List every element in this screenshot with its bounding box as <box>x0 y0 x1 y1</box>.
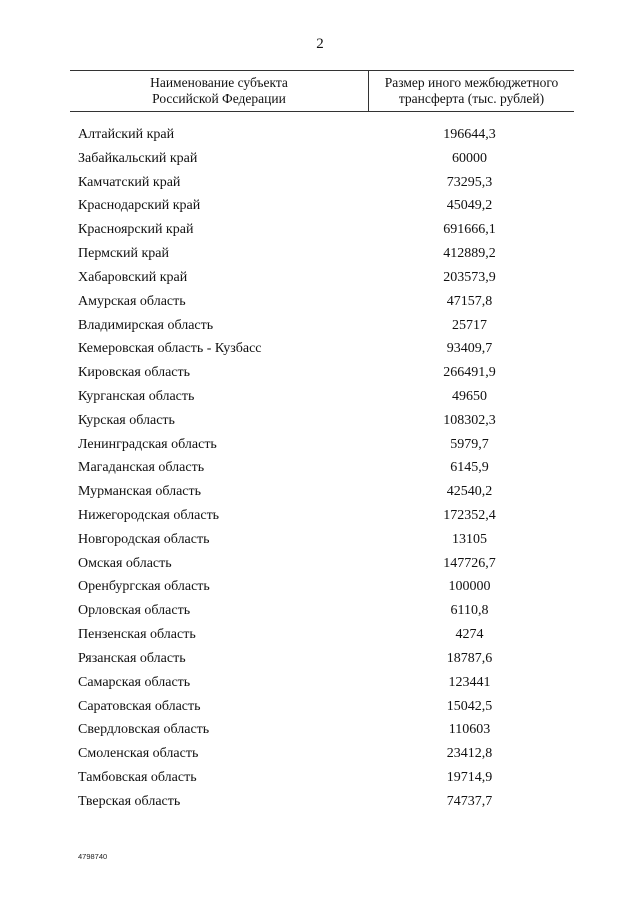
row-subject-name: Кемеровская область - Кузбасс <box>78 341 262 357</box>
row-subject-name: Самарская область <box>78 674 191 690</box>
page-number: 2 <box>316 36 324 52</box>
header-subject-line1: Наименование субъекта <box>150 75 288 90</box>
table-row <box>0 433 640 457</box>
row-subject-name: Магаданская область <box>78 460 205 476</box>
row-subject-name: Владимирская область <box>78 317 214 333</box>
row-subject-name: Курганская область <box>78 388 195 404</box>
table-row <box>0 480 640 504</box>
table-row <box>0 361 640 385</box>
table-row <box>0 314 640 338</box>
row-subject-name: Ленинградская область <box>78 436 217 452</box>
table-row <box>0 385 640 409</box>
row-subject-name: Амурская область <box>78 293 186 309</box>
row-subject-name: Оренбургская область <box>78 579 210 595</box>
row-transfer-amount: 123441 <box>448 674 491 690</box>
table-row <box>0 218 640 242</box>
row-transfer-amount: 110603 <box>448 722 491 738</box>
row-transfer-amount: 203573,9 <box>443 269 496 285</box>
row-transfer-amount: 19714,9 <box>446 769 493 785</box>
table-row <box>0 456 640 480</box>
row-subject-name: Рязанская область <box>78 650 186 666</box>
table-row <box>0 290 640 314</box>
header-column-amount <box>369 71 574 111</box>
row-subject-name: Алтайский край <box>78 127 175 142</box>
row-subject-name: Свердловская область <box>78 722 210 738</box>
row-transfer-amount: 25717 <box>452 317 487 333</box>
table-row <box>0 766 640 790</box>
table-row <box>0 718 640 742</box>
table-row <box>0 337 640 361</box>
table-header <box>70 70 574 112</box>
row-subject-name: Камчатский край <box>78 174 181 190</box>
header-amount-line2: трансферта (тыс. рублей) <box>398 91 545 106</box>
header-column-subject <box>70 71 369 111</box>
table-row <box>0 266 640 290</box>
header-subject-line2: Российской Федерации <box>152 91 286 106</box>
table-row <box>0 194 640 218</box>
table-body <box>0 123 640 814</box>
row-subject-name: Кировская область <box>78 365 191 381</box>
row-transfer-amount: 23412,8 <box>446 746 493 762</box>
table-row <box>0 575 640 599</box>
row-transfer-amount: 147726,7 <box>443 555 496 571</box>
row-subject-name: Омская область <box>78 555 172 571</box>
row-transfer-amount: 172352,4 <box>443 508 496 523</box>
row-transfer-amount: 4274 <box>455 627 484 643</box>
table-row <box>0 671 640 695</box>
row-subject-name: Тверская область <box>78 793 181 809</box>
table-row <box>0 552 640 576</box>
row-subject-name: Новгородская область <box>78 531 210 547</box>
table-row <box>0 599 640 623</box>
row-transfer-amount: 266491,9 <box>443 365 496 381</box>
row-subject-name: Орловская область <box>78 603 191 619</box>
row-transfer-amount: 13105 <box>452 531 487 547</box>
row-subject-name: Краснодарский край <box>78 198 201 214</box>
table-row <box>0 742 640 766</box>
row-transfer-amount: 73295,3 <box>446 174 493 190</box>
row-transfer-amount: 74737,7 <box>446 793 493 809</box>
table-row <box>0 790 640 814</box>
row-subject-name: Забайкальский край <box>78 150 198 166</box>
row-transfer-amount: 60000 <box>452 150 487 166</box>
row-transfer-amount: 42540,2 <box>446 484 493 500</box>
row-transfer-amount: 49650 <box>452 388 487 404</box>
table-row <box>0 623 640 647</box>
row-transfer-amount: 5979,7 <box>450 436 489 452</box>
row-transfer-amount: 93409,7 <box>446 341 493 357</box>
row-transfer-amount: 45049,2 <box>446 198 493 214</box>
row-subject-name: Пермский край <box>78 246 169 262</box>
row-transfer-amount: 47157,8 <box>446 293 493 309</box>
row-transfer-amount: 6110,8 <box>450 603 489 619</box>
row-transfer-amount: 691666,1 <box>443 222 496 238</box>
table-row <box>0 123 640 147</box>
row-transfer-amount: 412889,2 <box>443 246 496 262</box>
row-transfer-amount: 100000 <box>448 579 491 595</box>
row-transfer-amount: 15042,5 <box>446 698 493 714</box>
row-subject-name: Пензенская область <box>78 627 196 643</box>
row-transfer-amount: 196644,3 <box>443 127 496 142</box>
row-subject-name: Тамбовская область <box>78 769 197 785</box>
row-transfer-amount: 108302,3 <box>443 412 496 428</box>
table-row <box>0 647 640 671</box>
table-row <box>0 504 640 528</box>
row-subject-name: Саратовская область <box>78 698 201 714</box>
row-subject-name: Курская область <box>78 412 175 428</box>
row-subject-name: Красноярский край <box>78 222 194 238</box>
header-amount-line1: Размер иного межбюджетного <box>384 75 559 90</box>
table-row <box>0 409 640 433</box>
row-transfer-amount: 18787,6 <box>446 650 493 666</box>
table-row <box>0 695 640 719</box>
row-subject-name: Хабаровский край <box>78 269 188 285</box>
row-subject-name: Нижегородская область <box>78 508 220 523</box>
table-row <box>0 147 640 171</box>
table-row <box>0 171 640 195</box>
table-row <box>0 528 640 552</box>
row-subject-name: Смоленская область <box>78 746 199 762</box>
table-row <box>0 242 640 266</box>
document-code: 4798740 <box>78 852 108 861</box>
row-subject-name: Мурманская область <box>78 484 202 500</box>
row-transfer-amount: 6145,9 <box>450 460 489 476</box>
